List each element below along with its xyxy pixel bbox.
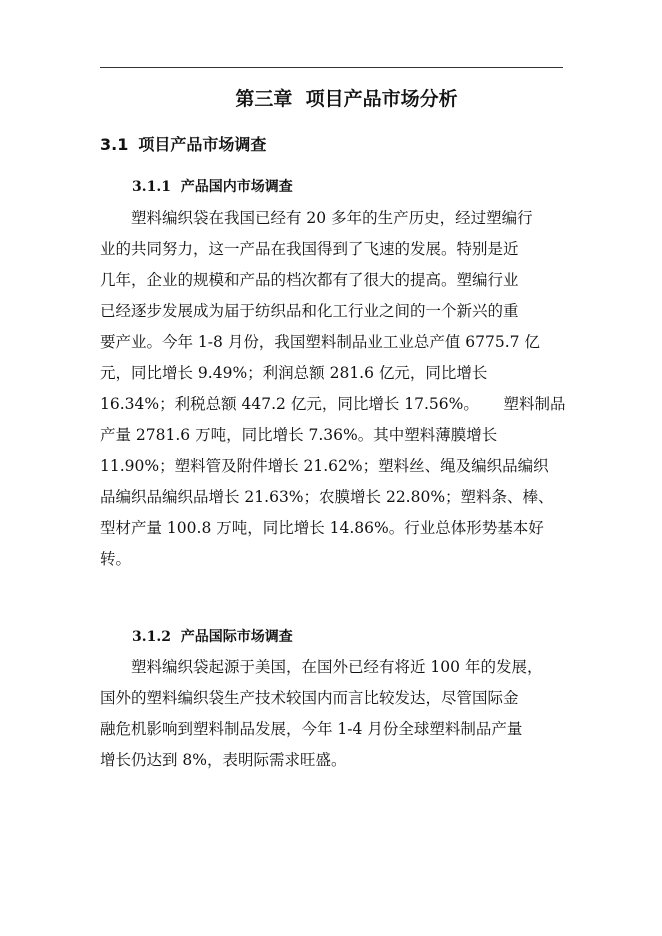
- text-line: 11.90%；塑料管及附件增长 21.62%；塑料丝、绳及编织品编织: [100, 457, 549, 475]
- header-rule: [100, 67, 563, 68]
- text-line: 型材产量 100.8 万吨，同比增长 14.86%。行业总体形势基本好: [100, 519, 544, 537]
- text-line: 要产业。今年 1-8 月份，我国塑料制品业工业总产值 6775.7 亿: [100, 333, 540, 351]
- subsection-heading-domestic: 3.1.1 产品国内市场调查: [132, 179, 293, 195]
- chapter-title: 第三章 项目产品市场分析: [235, 88, 458, 110]
- text-line: 塑料编织袋在我国已经有 20 多年的生产历史，经过塑编行: [100, 209, 533, 227]
- text-line: 融危机影响到塑料制品发展，今年 1-4 月份全球塑料制品产量: [100, 720, 523, 738]
- text-line: 品编织品编织品增长 21.63%；农膜增长 22.80%；塑料条、棒、: [100, 488, 554, 506]
- paragraph-international-market: [100, 652, 566, 776]
- text-line: 增长仍达到 8%，表明际需求旺盛。: [100, 751, 347, 769]
- text-line: 转。: [100, 550, 132, 568]
- text-line: 16.34%；利税总额 447.2 亿元，同比增长 17.56%。 塑料制品: [100, 395, 566, 413]
- subsection-heading-international: 3.1.2 产品国际市场调查: [132, 629, 293, 645]
- paragraph-domestic-market: [100, 203, 566, 575]
- text-line: 国外的塑料编织袋生产技术较国内而言比较发达，尽管国际金: [100, 689, 519, 707]
- text-line: 塑料编织袋起源于美国，在国外已经有将近 100 年的发展，: [100, 658, 543, 676]
- text-line: 产量 2781.6 万吨，同比增长 7.36%。其中塑料薄膜增长: [100, 426, 498, 444]
- section-title: 项目产品市场调查: [138, 135, 267, 154]
- text-line: 几年，企业的规模和产品的档次都有了很大的提高。塑编行业: [100, 271, 519, 289]
- text-line: 业的共同努力，这一产品在我国得到了飞速的发展。特别是近: [100, 240, 519, 258]
- section-number: 3.1: [100, 135, 129, 154]
- text-line: 已经逐步发展成为届于纺织品和化工行业之间的一个新兴的重: [100, 302, 519, 320]
- section-heading: [100, 134, 266, 156]
- text-line: 元，同比增长 9.49%；利润总额 281.6 亿元，同比增长: [100, 364, 488, 382]
